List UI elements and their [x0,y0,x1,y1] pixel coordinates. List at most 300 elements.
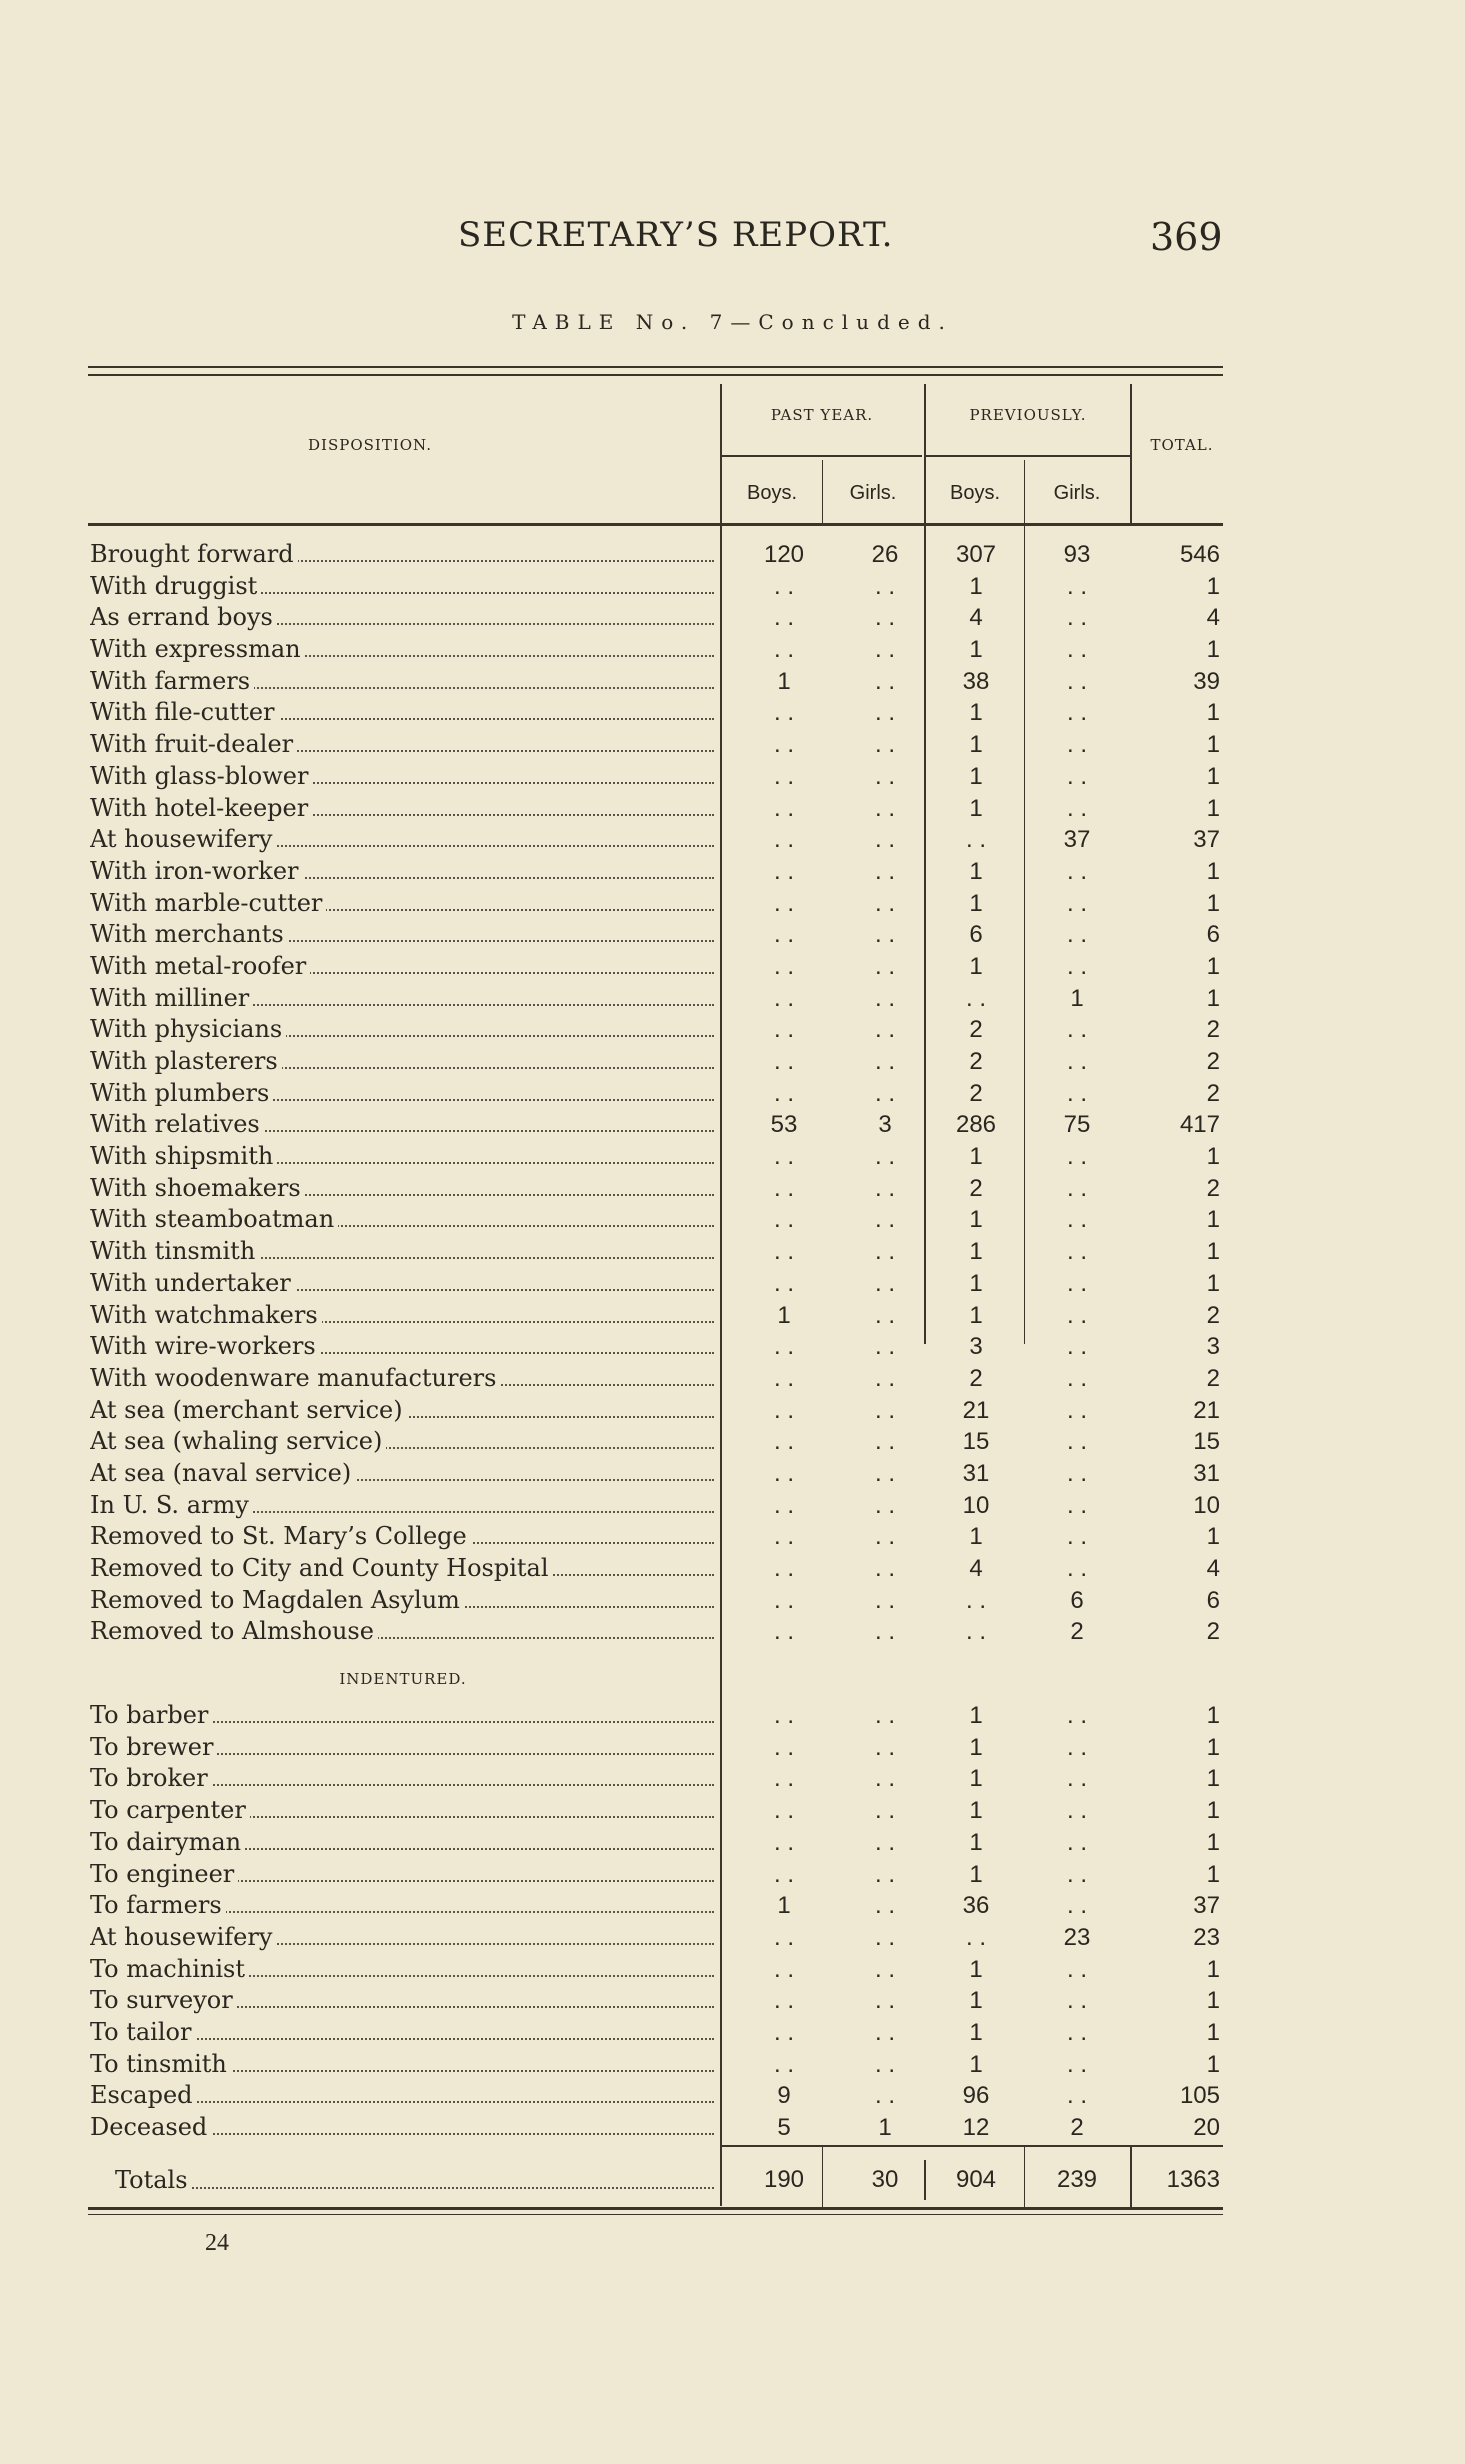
table-row [0,1859,1465,1891]
cell-past-boys: . . [773,1428,794,1456]
cell-total: 2 [1206,1016,1220,1044]
cell-prev-boys: 15 [962,1428,990,1456]
cell-past-girls: . . [874,1016,895,1044]
table-row [0,1109,1465,1141]
table-row [0,1300,1465,1332]
row-label: With farmers [90,667,254,695]
row-label: To barber [90,1701,212,1729]
cell-past-girls: . . [874,1797,895,1825]
subheader-rule-past [722,455,922,457]
cell-past-girls: 3 [878,1111,892,1139]
cell-prev-boys: 1 [969,699,983,727]
table-row [0,602,1465,634]
cell-prev-boys: 1 [969,1733,983,1761]
cell-past-girls: . . [874,2018,895,2046]
cell-past-boys: . . [773,1364,794,1392]
table-row [0,1585,1465,1617]
cell-prev-boys: 307 [955,541,997,568]
cell-prev-boys: 286 [955,1111,997,1139]
cell-total: 1 [1206,1797,1220,1825]
table-row [0,1141,1465,1173]
cell-prev-boys: 1 [969,1828,983,1856]
top-double-rule-1 [88,366,1223,368]
cell-past-girls: . . [874,1048,895,1075]
cell-past-boys: . . [773,1491,794,1519]
page-number: 369 [1150,215,1223,259]
cell-prev-girls: . . [1066,2018,1087,2046]
table-row [0,697,1465,729]
cell-prev-girls: . . [1066,1797,1087,1825]
cell-past-boys: . . [773,1923,794,1951]
cell-prev-boys: 6 [969,921,983,949]
table-row [0,919,1465,951]
cell-total: 23 [1193,1923,1220,1951]
cell-past-girls: . . [874,1702,895,1730]
row-label: As errand boys [90,603,277,631]
signature-mark: 24 [205,2230,229,2256]
table-row [0,1331,1465,1363]
cell-prev-girls: . . [1066,1892,1087,1920]
cell-prev-girls: . . [1066,1828,1087,1856]
cell-past-boys: . . [773,1048,794,1075]
cell-past-girls: . . [874,1174,895,1202]
cell-prev-boys: 1 [969,1797,983,1825]
table-row [0,1954,1465,1986]
row-label: With woodenware manufacturers [90,1364,500,1392]
cell-total: 2 [1206,1079,1220,1107]
cell-prev-girls: . . [1066,1555,1087,1582]
cell-past-boys: 1 [777,667,791,695]
cell-past-girls: . . [874,984,895,1012]
cell-past-girls: . . [874,1396,895,1424]
header-total: TOTAL. [1150,436,1214,454]
cell-prev-girls: . . [1066,1396,1087,1424]
row-label: With watchmakers [90,1301,322,1329]
cell-prev-boys: 1 [969,1860,983,1888]
table-row [0,1553,1465,1585]
row-label: To carpenter [90,1796,250,1824]
cell-prev-girls: . . [1066,762,1087,790]
cell-prev-girls: . . [1066,1765,1087,1793]
cell-prev-boys: 1 [969,1702,983,1730]
row-label: To machinist [90,1955,249,1983]
table-row [0,888,1465,920]
cell-past-boys: 1 [777,1301,791,1329]
bottom-double-rule-1 [88,2207,1223,2210]
cell-total: 2 [1206,1364,1220,1392]
cell-past-boys: . . [773,604,794,632]
row-label: At housewifery [90,1923,276,1951]
cell-past-girls: . . [874,857,895,885]
cell-past-girls: . . [874,731,895,759]
row-label: To tinsmith [90,2050,231,2078]
cell-past-girls: . . [874,1618,895,1646]
cell-prev-girls: 6 [1070,1586,1084,1614]
cell-total: 1 [1206,2018,1220,2046]
cell-prev-boys: 1 [969,1301,983,1329]
row-label: Removed to City and County Hospital [90,1554,553,1582]
cell-prev-boys: 1 [969,762,983,790]
cell-past-girls: . . [874,1238,895,1266]
cell-past-girls: . . [874,1079,895,1107]
row-label: With fruit-dealer [90,730,297,758]
cell-prev-boys: 1 [969,636,983,664]
table-row [0,1078,1465,1110]
table-row [0,824,1465,856]
subheader-rule-prev [926,455,1130,457]
cell-prev-girls: . . [1066,2050,1087,2078]
row-label: To brewer [90,1733,217,1761]
cell-prev-girls: . . [1066,1428,1087,1456]
row-label: With metal-roofer [90,952,310,980]
cell-past-boys: . . [773,1174,794,1202]
cell-total: 31 [1193,1459,1220,1487]
cell-past-girls: . . [874,794,895,822]
cell-prev-boys: 1 [969,572,983,600]
cell-past-girls: . . [874,1586,895,1614]
cell-total: 2 [1206,1048,1220,1075]
cell-total: 21 [1193,1396,1220,1424]
row-label: To farmers [90,1891,226,1919]
row-label: Brought forward [90,540,298,568]
row-label: With plumbers [90,1079,273,1107]
cell-past-girls: . . [874,636,895,664]
table-row [0,2080,1465,2112]
cell-prev-boys: 38 [962,667,990,695]
table-row [0,1521,1465,1553]
cell-total: 20 [1193,2114,1220,2141]
cell-total: 37 [1193,826,1220,854]
row-label: To dairyman [90,1828,245,1856]
cell-total: 6 [1206,921,1220,949]
cell-past-boys: . . [773,794,794,822]
cell-prev-girls: . . [1066,1702,1087,1730]
cell-prev-girls: . . [1066,794,1087,822]
cell-prev-boys: 2 [969,1048,983,1075]
cell-past-boys: . . [773,1206,794,1234]
cell-prev-boys: . . [965,1586,986,1614]
cell-total: 1 [1206,699,1220,727]
header-previously: PREVIOUSLY. [969,406,1087,424]
row-label: With druggist [90,572,261,600]
table-row [0,539,1465,571]
cell-prev-girls: . . [1066,636,1087,664]
row-label: With shipsmith [90,1142,277,1170]
row-label: With glass-blower [90,762,312,790]
cell-past-girls: . . [874,1301,895,1329]
cell-past-boys: . . [773,1269,794,1297]
cell-prev-girls: . . [1066,1238,1087,1266]
cell-past-girls: . . [874,1955,895,1983]
cell-prev-girls: . . [1066,1206,1087,1234]
table-row [0,666,1465,698]
row-label: With iron-worker [90,857,303,885]
row-label: Removed to St. Mary’s College [90,1522,471,1550]
cell-past-boys: . . [773,952,794,980]
cell-prev-boys: . . [965,1618,986,1646]
cell-past-boys: . . [773,1733,794,1761]
cell-prev-girls: . . [1066,1174,1087,1202]
table-row [0,951,1465,983]
cell-past-boys: 5 [777,2114,791,2141]
col-rule-total [1130,384,1132,524]
table-row [0,1763,1465,1795]
cell-past-girls: . . [874,1892,895,1920]
cell-past-boys: . . [773,1459,794,1487]
header-past-year: PAST YEAR. [770,406,874,424]
table-row [0,1616,1465,1648]
section-row [0,1648,1465,1700]
cell-prev-girls: . . [1066,604,1087,632]
cell-total: 1 [1206,731,1220,759]
table-row [0,1985,1465,2017]
cell-prev-boys: 1 [969,2050,983,2078]
cell-past-girls: . . [874,1143,895,1171]
cell-past-girls: . . [874,952,895,980]
cell-prev-boys: 31 [962,1459,990,1487]
cell-past-boys: . . [773,1396,794,1424]
cell-prev-boys: . . [965,984,986,1012]
row-label: To surveyor [90,1986,237,2014]
table-row [0,983,1465,1015]
cell-past-girls: . . [874,2050,895,2078]
row-label: Deceased [90,2113,211,2141]
cell-total: 1 [1206,572,1220,600]
cell-past-girls: . . [874,1860,895,1888]
table-row [0,2112,1465,2144]
cell-past-girls: . . [874,1555,895,1582]
cell-total: 4 [1206,1555,1220,1582]
cell-past-boys: . . [773,1828,794,1856]
table-row [0,634,1465,666]
totals-past-girls: 30 [871,2166,899,2193]
cell-prev-girls: . . [1066,1016,1087,1044]
table-row [0,793,1465,825]
cell-past-boys: 53 [770,1111,798,1139]
header-bottom-rule [88,523,1223,526]
cell-past-girls: . . [874,1523,895,1551]
cell-past-girls: . . [874,1491,895,1519]
page-title: SECRETARY’S REPORT. [458,215,894,255]
header-past-girls: Girls. [849,482,897,504]
cell-total: 1 [1206,794,1220,822]
cell-prev-girls: 2 [1070,2114,1084,2141]
cell-total: 1 [1206,2050,1220,2078]
cell-prev-boys: 3 [969,1333,983,1361]
cell-prev-girls: . . [1066,699,1087,727]
cell-total: 1 [1206,889,1220,917]
cell-total: 1 [1206,952,1220,980]
cell-total: 6 [1206,1586,1220,1614]
header-prev-boys: Boys. [949,482,1001,504]
cell-total: 1 [1206,1733,1220,1761]
cell-past-boys: . . [773,762,794,790]
cell-total: 1 [1206,1955,1220,1983]
cell-prev-boys: 1 [969,1238,983,1266]
table-row [0,1236,1465,1268]
row-label: At sea (merchant service) [90,1396,407,1424]
cell-past-boys: 120 [763,541,805,568]
table-row [0,1268,1465,1300]
cell-total: 417 [1179,1111,1220,1139]
table-row [0,1732,1465,1764]
cell-past-girls: . . [874,1923,895,1951]
cell-past-boys: . . [773,857,794,885]
cell-past-girls: . . [874,1733,895,1761]
cell-prev-boys: 1 [969,952,983,980]
cell-total: 1 [1206,1206,1220,1234]
cell-past-girls: . . [874,1987,895,2015]
cell-past-boys: . . [773,636,794,664]
cell-past-boys: . . [773,1765,794,1793]
bottom-double-rule-2 [88,2214,1223,2215]
cell-past-boys: . . [773,1143,794,1171]
table-row [0,1700,1465,1732]
cell-past-boys: . . [773,1079,794,1107]
cell-past-boys: . . [773,826,794,854]
cell-prev-girls: 2 [1070,1618,1084,1646]
cell-past-girls: . . [874,921,895,949]
cell-past-boys: . . [773,1016,794,1044]
cell-total: 1 [1206,1702,1220,1730]
cell-past-boys: . . [773,1860,794,1888]
row-label: With file-cutter [90,698,279,726]
cell-prev-girls: . . [1066,1955,1087,1983]
cell-prev-girls: . . [1066,1269,1087,1297]
cell-past-girls: . . [874,1459,895,1487]
cell-past-girls: . . [874,699,895,727]
cell-total: 2 [1206,1301,1220,1329]
cell-past-girls: . . [874,667,895,695]
cell-total: 15 [1193,1428,1220,1456]
cell-total: 1 [1206,1828,1220,1856]
cell-total: 3 [1206,1333,1220,1361]
cell-past-girls: . . [874,1364,895,1392]
cell-past-boys: . . [773,699,794,727]
cell-past-girls: . . [874,1269,895,1297]
totals-past-boys: 190 [763,2166,805,2193]
table-row [0,1363,1465,1395]
header-past-boys: Boys. [746,482,798,504]
cell-past-girls: . . [874,1333,895,1361]
totals-prev-girls: 239 [1056,2166,1098,2193]
cell-prev-boys: 1 [969,1143,983,1171]
cell-prev-boys: 2 [969,1364,983,1392]
cell-prev-boys: . . [965,826,986,854]
row-label: With wire-workers [90,1332,320,1360]
cell-prev-boys: 12 [962,2114,990,2141]
cell-prev-boys: 4 [969,604,983,632]
cell-prev-girls: 23 [1063,1923,1091,1951]
table-row [0,2049,1465,2081]
cell-prev-boys: 1 [969,1987,983,2015]
table-row [0,1426,1465,1458]
cell-prev-girls: . . [1066,921,1087,949]
cell-past-boys: . . [773,984,794,1012]
row-label: With merchants [90,920,288,948]
cell-total: 1 [1206,1523,1220,1551]
table-row [0,1173,1465,1205]
table-row [0,1890,1465,1922]
table-row [0,571,1465,603]
cell-prev-boys: 1 [969,731,983,759]
cell-prev-girls: . . [1066,2082,1087,2110]
cell-past-boys: . . [773,1555,794,1582]
cell-total: 1 [1206,1238,1220,1266]
row-label: With hotel-keeper [90,794,312,822]
cell-prev-boys: 2 [969,1016,983,1044]
cell-prev-girls: . . [1066,1733,1087,1761]
cell-past-boys: . . [773,1523,794,1551]
cell-prev-girls: . . [1066,1048,1087,1075]
table-row [0,729,1465,761]
cell-prev-girls: . . [1066,1459,1087,1487]
header-disposition: DISPOSITION. [308,436,432,454]
totals-label: Totals [115,2166,192,2194]
table-row [0,1395,1465,1427]
cell-prev-boys: 1 [969,1523,983,1551]
cell-past-boys: . . [773,1797,794,1825]
table-row [0,2017,1465,2049]
row-label: At sea (whaling service) [90,1427,386,1455]
row-label: With plasterers [90,1047,282,1075]
cell-past-boys: . . [773,2050,794,2078]
cell-prev-boys: 2 [969,1174,983,1202]
cell-total: 1 [1206,857,1220,885]
cell-past-boys: . . [773,921,794,949]
cell-prev-girls: . . [1066,1301,1087,1329]
top-double-rule-2 [88,374,1223,376]
cell-prev-boys: 1 [969,857,983,885]
cell-prev-boys: 1 [969,1955,983,1983]
row-label: With relatives [90,1110,264,1138]
cell-prev-boys: 1 [969,2018,983,2046]
cell-prev-girls: . . [1066,1523,1087,1551]
row-label: With milliner [90,984,253,1012]
totals-row [0,2160,1465,2200]
cell-prev-girls: 1 [1070,984,1084,1012]
cell-past-boys: 9 [777,2082,791,2110]
row-label: With physicians [90,1015,286,1043]
totals-total: 1363 [1166,2166,1220,2193]
cell-total: 546 [1179,541,1220,568]
cell-past-boys: 1 [777,1892,791,1920]
row-label: At sea (naval service) [90,1459,355,1487]
cell-past-boys: . . [773,889,794,917]
table-body [0,539,1465,2144]
row-label: With steamboatman [90,1205,338,1233]
totals-top-rule [720,2145,1223,2147]
cell-prev-girls: . . [1066,1079,1087,1107]
row-label: Escaped [90,2081,197,2109]
row-label: At housewifery [90,825,276,853]
cell-total: 1 [1206,1269,1220,1297]
cell-total: 2 [1206,1618,1220,1646]
cell-past-boys: . . [773,1238,794,1266]
cell-past-girls: . . [874,1765,895,1793]
cell-prev-girls: . . [1066,731,1087,759]
table-row [0,1795,1465,1827]
cell-prev-girls: . . [1066,1143,1087,1171]
table-row [0,856,1465,888]
cell-prev-girls: . . [1066,952,1087,980]
cell-past-girls: 1 [878,2114,892,2141]
cell-past-boys: . . [773,1333,794,1361]
cell-prev-boys: 4 [969,1555,983,1582]
cell-prev-girls: . . [1066,1364,1087,1392]
cell-prev-boys: 21 [962,1396,990,1424]
cell-total: 4 [1206,604,1220,632]
